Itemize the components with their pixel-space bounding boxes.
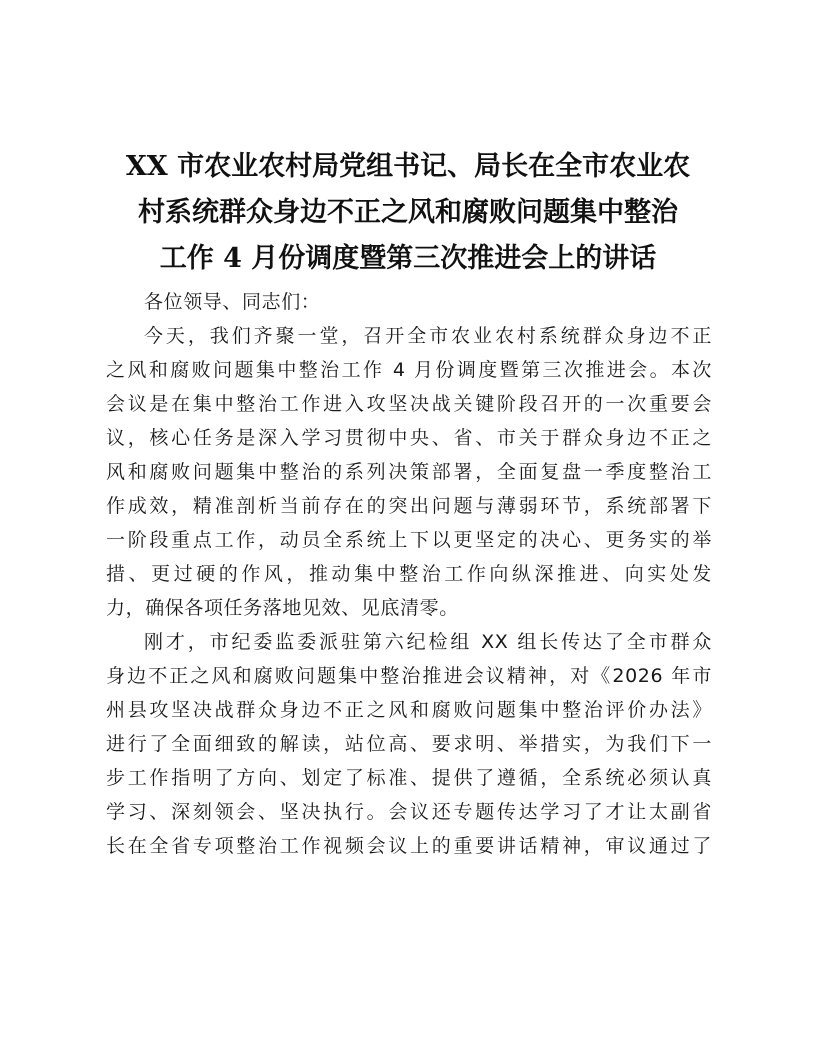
paragraph-line: 措、更过硬的作风，推动集中整治工作向纵深推进、向实处发 <box>106 563 712 585</box>
title-line: 工作 4 月份调度暨第三次推进会上的讲话 <box>159 243 657 274</box>
title-line: 村系统群众身边不正之风和腐败问题集中整治 <box>138 197 678 228</box>
paragraph-line: 进行了全面细致的解读，站位高、要求明、举措实，为我们下一 <box>106 733 712 755</box>
salutation-text: 各位领导、同志们： <box>144 291 321 313</box>
paragraph-opening <box>106 319 712 625</box>
paragraph-line: 作成效，精准剖析当前存在的突出问题与薄弱环节，系统部署下 <box>106 495 712 517</box>
paragraph-line: 风和腐败问题集中整治的系列决策部署，全面复盘一季度整治工 <box>106 461 712 483</box>
paragraph-line: 长在全省专项整治工作视频会议上的重要讲话精神，审议通过了 <box>106 835 712 857</box>
paragraph-line: 州县攻坚决战群众身边不正之风和腐败问题集中整治评价办法》 <box>106 699 712 721</box>
salutation <box>106 285 712 319</box>
paragraph-line: 步工作指明了方向、划定了标准、提供了遵循，全系统必须认真 <box>106 767 712 789</box>
paragraph-line: 一阶段重点工作，动员全系统上下以更坚定的决心、更务实的举 <box>106 529 712 551</box>
title-line: XX 市农业农村局党组书记、局长在全市农业农 <box>125 151 691 182</box>
paragraph-line: 会议是在集中整治工作进入攻坚决战关键阶段召开的一次重要会 <box>106 393 712 415</box>
paragraph-line: 议，核心任务是深入学习贯彻中央、省、市关于群众身边不正之 <box>106 427 712 449</box>
paragraph-line: 力，确保各项任务落地见效、见底清零。 <box>106 597 459 619</box>
paragraph-line: 身边不正之风和腐败问题集中整治推进会议精神，对《2026 年市 <box>106 665 712 687</box>
document-title <box>100 144 716 282</box>
paragraph-review <box>106 625 712 863</box>
paragraph-line: 今天，我们齐聚一堂，召开全市农业农村系统群众身边不正 <box>144 325 712 347</box>
paragraph-line: 学习、深刻领会、坚决执行。会议还专题传达学习了才让太副省 <box>106 801 712 823</box>
paragraph-line: 刚才，市纪委监委派驻第六纪检组 XX 组长传达了全市群众 <box>144 631 712 653</box>
document-body <box>106 285 712 863</box>
paragraph-line: 之风和腐败问题集中整治工作 4 月份调度暨第三次推进会。本次 <box>106 359 712 381</box>
